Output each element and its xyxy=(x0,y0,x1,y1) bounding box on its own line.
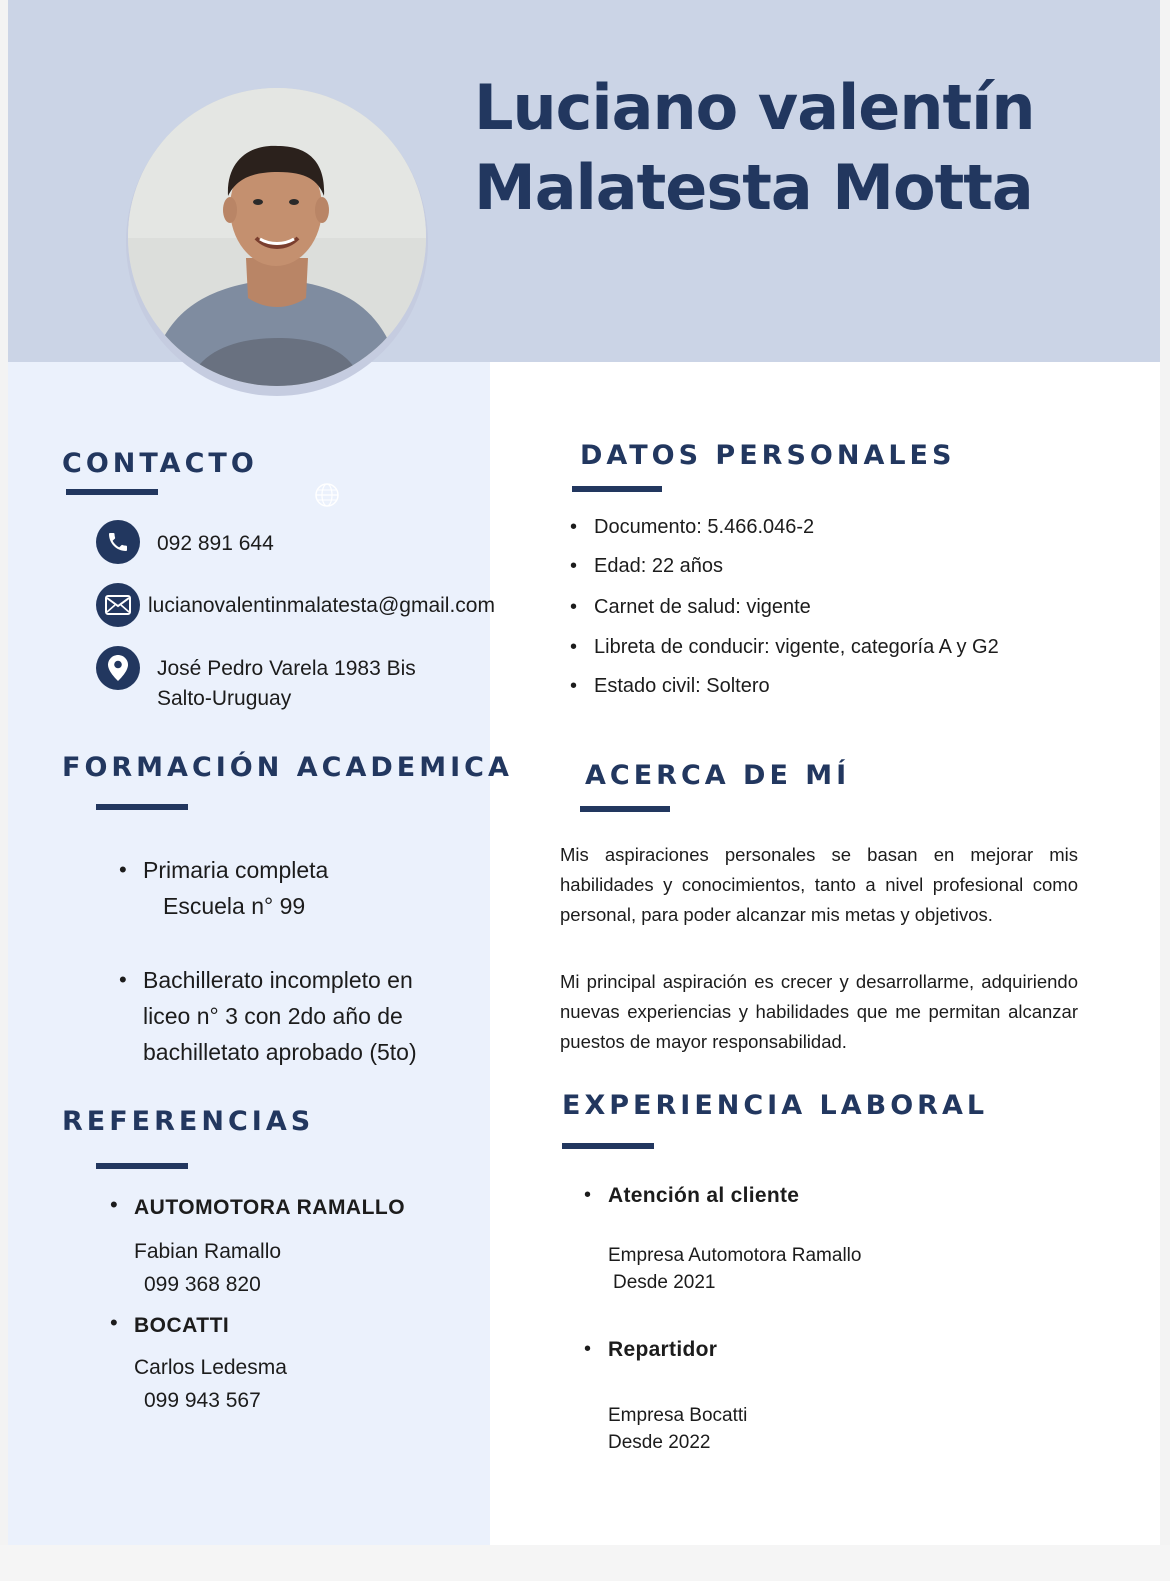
reference-phone: 099 368 820 xyxy=(144,1273,261,1296)
personal-bullet: • xyxy=(570,596,578,618)
reference-bullet: • xyxy=(110,1192,118,1217)
main-panel xyxy=(490,362,1160,1545)
reference-company: BOCATTI xyxy=(134,1314,230,1337)
job-bullet: • xyxy=(584,1184,592,1206)
email-icon xyxy=(96,583,140,627)
reference-person: Carlos Ledesma xyxy=(134,1356,287,1379)
contact-heading: CONTACTO xyxy=(62,448,258,479)
education-item-line: • Primaria completa xyxy=(143,857,329,883)
personal-bullet: • xyxy=(570,516,578,538)
personal-bullet: • xyxy=(570,636,578,658)
personal-item: Carnet de salud: vigente xyxy=(594,596,811,618)
contact-email: lucianovalentinmalatesta@gmail.com xyxy=(148,594,495,617)
personal-item: Documento: 5.466.046-2 xyxy=(594,516,815,538)
about-heading: ACERCA DE MÍ xyxy=(585,760,851,791)
education-item xyxy=(143,962,417,1070)
job-title: Atención al cliente xyxy=(608,1184,800,1207)
location-pin-icon xyxy=(96,646,140,690)
references-heading: REFERENCIAS xyxy=(62,1106,315,1137)
personal-heading-rule xyxy=(572,486,662,492)
experience-heading-rule xyxy=(562,1143,654,1149)
personal-bullet: • xyxy=(570,555,578,577)
education-heading: FORMACIÓN ACADEMICA xyxy=(62,752,513,783)
reference-phone: 099 943 567 xyxy=(144,1389,261,1412)
about-heading-rule xyxy=(580,806,670,812)
education-item xyxy=(143,852,328,924)
personal-heading: DATOS PERSONALES xyxy=(580,440,956,471)
contact-heading-rule xyxy=(66,489,158,495)
contact-address-line-2: Salto-Uruguay xyxy=(157,687,292,710)
education-item-line: liceo n° 3 con 2do año de xyxy=(143,1003,403,1029)
personal-bullet: • xyxy=(570,675,578,697)
experience-heading: EXPERIENCIA LABORAL xyxy=(562,1090,989,1121)
name-line-2: Malatesta Motta xyxy=(474,151,1033,224)
profile-photo-illustration xyxy=(128,88,426,386)
profile-photo xyxy=(128,88,426,386)
page-edge-right xyxy=(1160,0,1170,1581)
education-heading-rule xyxy=(96,804,188,810)
contact-address-line-1: José Pedro Varela 1983 Bis xyxy=(157,657,416,680)
reference-company: AUTOMOTORA RAMALLO xyxy=(134,1196,406,1219)
job-title: Repartidor xyxy=(608,1338,718,1361)
job-since: Desde 2022 xyxy=(608,1432,711,1453)
personal-item: Estado civil: Soltero xyxy=(594,675,770,697)
about-paragraph: Mis aspiraciones personales se basan en mejorar mis habilidades y conocimientos, tanto a nivel profesional como personal, para poder alcanzar mis metas y objetivos. xyxy=(560,844,1078,925)
full-name xyxy=(474,68,1134,228)
reference-person: Fabian Ramallo xyxy=(134,1240,282,1263)
job-company: Empresa Bocatti xyxy=(608,1405,748,1426)
phone-icon xyxy=(96,520,140,564)
job-bullet: • xyxy=(584,1338,592,1360)
reference-bullet: • xyxy=(110,1310,118,1335)
job-company: Empresa Automotora Ramallo xyxy=(608,1245,862,1266)
education-item-line: • Bachillerato incompleto en xyxy=(143,967,413,993)
page-edge-left xyxy=(0,0,8,1581)
education-item-line: Escuela n° 99 xyxy=(163,893,306,919)
contact-phone: 092 891 644 xyxy=(157,532,274,555)
about-paragraph: Mi principal aspiración es crecer y desarrollarme, adquiriendo nuevas experiencias y habilidades que me permitan alcanzar puestos de mayor responsabilidad. xyxy=(560,971,1078,1052)
job-since: Desde 2021 xyxy=(613,1272,716,1293)
education-item-line: bachilletato aprobado (5to) xyxy=(143,1039,417,1065)
page-edge-bottom xyxy=(0,1545,1170,1581)
name-line-1: Luciano valentín xyxy=(474,71,1035,144)
personal-item: Edad: 22 años xyxy=(594,555,723,577)
globe-icon xyxy=(314,482,340,508)
personal-item: Libreta de conducir: vigente, categoría A y G2 xyxy=(594,636,999,658)
references-heading-rule xyxy=(96,1163,188,1169)
